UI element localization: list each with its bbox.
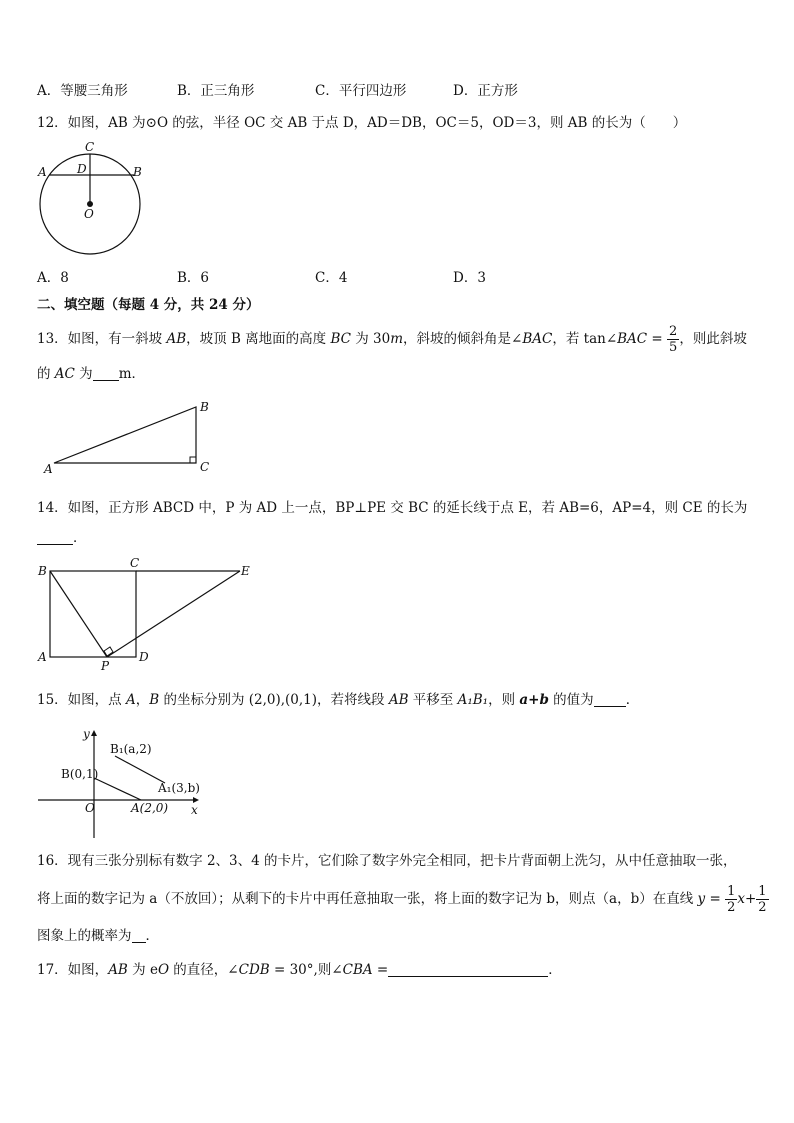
q16-line2: 将上面的数字记为 a（不放回）；从剩下的卡片中再任意抽取一张，将上面的数字记为 b，则点（a，b）在直线 y = $\frac{1}{2}$ x+ $\frac{1}{2}$	[37, 884, 767, 915]
q15-answer-blank	[594, 692, 626, 707]
q13-slope-figure	[40, 397, 220, 477]
q12-label-a: A	[38, 165, 47, 179]
q14-segment-pe	[107, 571, 240, 657]
q17-answer-blank	[388, 962, 548, 977]
q15-label-b: B(0,1)	[61, 767, 99, 781]
q15-label-a: A(2,0)	[131, 801, 169, 815]
q12-option-c: C．4	[315, 270, 348, 286]
q13-line2: 的 AC 为 m．	[37, 366, 145, 382]
q12-label-c: C	[85, 140, 95, 154]
q14-label-e: E	[241, 564, 250, 578]
q15-label-x: x	[191, 803, 198, 817]
q15-segment-a1b1	[115, 756, 165, 783]
q17-question: 17．如图，AB 为 eO 的直径，∠CDB = 30°,则∠CBA = ．	[37, 962, 562, 978]
q12-option-d: D．3	[453, 270, 486, 286]
q11-option-a: A．等腰三角形	[37, 83, 128, 99]
q16-fraction-1: $\frac{1}{2}$	[727, 884, 736, 915]
q16-line3: 图象上的概率为 ．	[37, 928, 159, 944]
q14-label-d: D	[139, 650, 149, 664]
q15-label-b1: B₁(a,2)	[110, 742, 152, 756]
q13-label-a: A	[44, 462, 53, 476]
q13-answer-blank	[93, 366, 119, 381]
section-heading: 二、填空题（每题 4 分，共 24 分）	[37, 297, 260, 313]
q13-label-b: B	[200, 400, 209, 414]
q14-line2: ．	[37, 528, 87, 548]
q15-question: 15．如图，点 A，B 的坐标分别为 (2,0),(0,1)，若将线段 AB 平移至 A₁B₁，则 a+b 的值为 ．	[37, 692, 640, 708]
q12-label-b: B	[133, 165, 142, 179]
q14-answer-blank	[37, 530, 73, 545]
q12-option-a: A．8	[37, 270, 69, 286]
q14-square-figure	[35, 556, 265, 673]
q12-label-d: D	[77, 162, 87, 176]
q14-label-a: A	[38, 650, 47, 664]
q14-label-p: P	[101, 659, 110, 673]
q15-label-y: y	[83, 727, 90, 741]
q12-circle-figure	[30, 138, 160, 263]
q11-option-d: D．正方形	[453, 83, 518, 99]
q14-segment-bp	[50, 571, 107, 657]
q14-label-c: C	[130, 556, 140, 570]
q16-fraction-2: $\frac{1}{2}$	[758, 884, 767, 915]
q15-segment-ab	[94, 778, 141, 800]
q12-question: 12．如图，AB 为⊙O 的弦，半径 OC 交 AB 于点 D，AD＝DB，OC＝5，OD＝3，则 AB 的长为（ ）	[37, 115, 687, 131]
q15-coordinate-figure	[35, 728, 205, 840]
q14-line1: 14．如图，正方形 ABCD 中，P 为 AD 上一点，BP⊥PE 交 BC 的延长线于点 E，若 AB=6，AP=4，则 CE 的长为	[37, 500, 748, 516]
q13-triangle	[54, 407, 196, 463]
q13-fraction: $\frac{2}{5}$	[669, 324, 678, 355]
q11-option-c: C．平行四边形	[315, 83, 407, 99]
q16-line1: 16．现有三张分别标有数字 2、3、4 的卡片，它们除了数字外完全相同，把卡片背面朝上洗匀，从中任意抽取一张，	[37, 853, 737, 869]
q15-y-arrow	[91, 730, 97, 736]
q15-label-o: O	[85, 801, 95, 815]
q12-option-b: B．6	[177, 270, 210, 286]
q11-option-b: B．正三角形	[177, 83, 255, 99]
q16-answer-blank	[132, 928, 146, 943]
q15-label-a1: A₁(3,b)	[158, 781, 200, 795]
q13-label-c: C	[200, 460, 210, 474]
q14-label-b: B	[38, 564, 47, 578]
q12-label-o: O	[84, 207, 94, 221]
q13-line1: 13．如图，有一斜坡 AB，坡顶 B 离地面的高度 BC 为 30m，斜坡的倾斜角是∠BAC，若 tan∠BAC = $\frac{2}{5}$ ，则此斜坡	[37, 324, 747, 355]
q14-square	[50, 571, 136, 657]
q13-right-angle-mark	[190, 457, 196, 463]
